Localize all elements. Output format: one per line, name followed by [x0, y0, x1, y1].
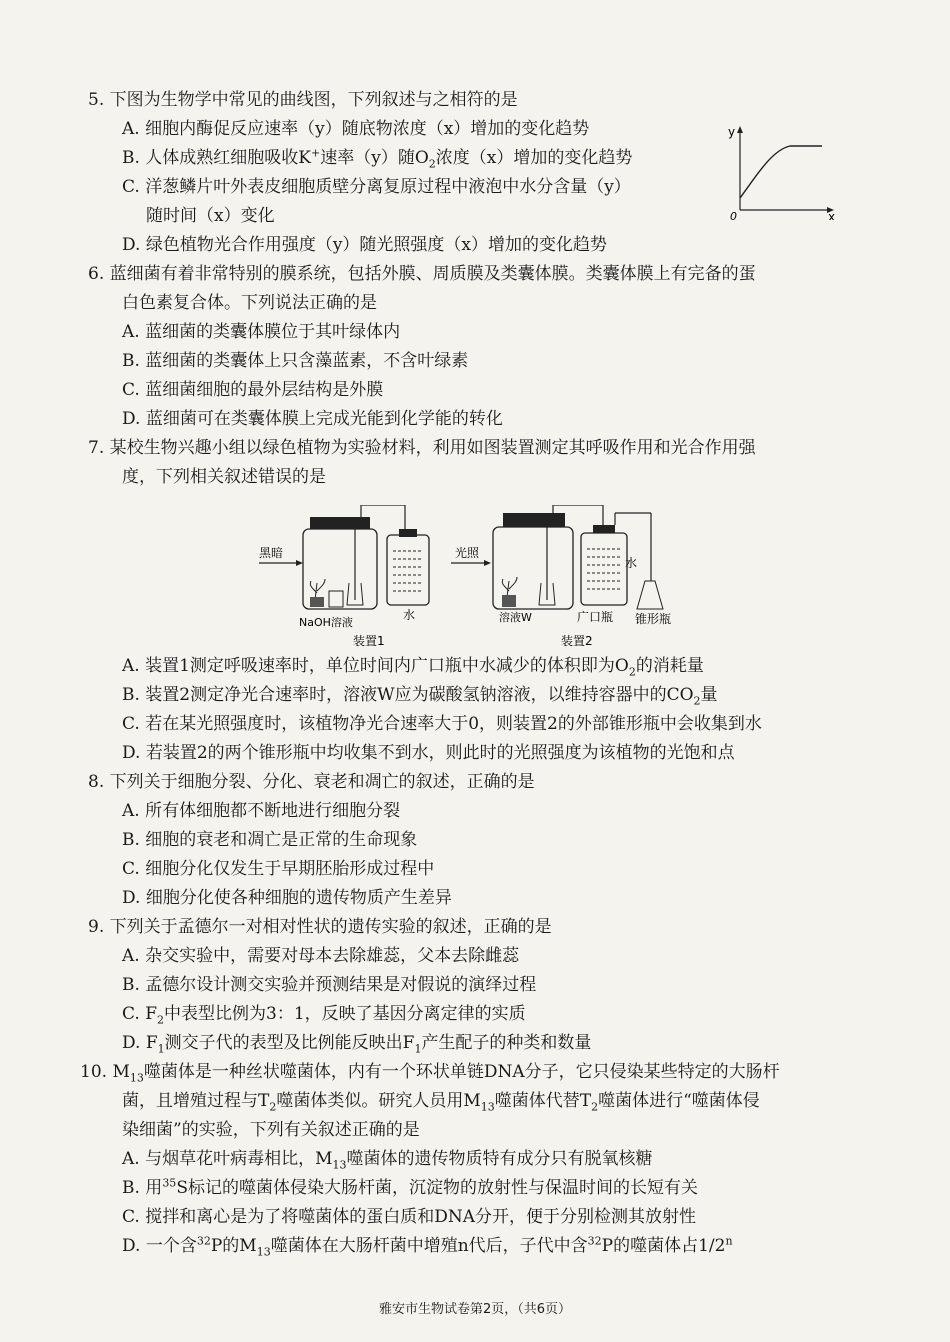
q5-option-c: C. 洋葱鳞片叶外表皮细胞质壁分离复原过程中液泡中水分含量（y）: [122, 177, 631, 197]
graph-x-label: x: [828, 210, 836, 220]
q10-option-d: D. 一个含$^{32}$P的$M_{13}$噬菌体在大肠杆菌中增殖n代后，子代中含$^{32}$P的噬菌体占1/2$^n$: [122, 1234, 733, 1259]
q10-option-a: A. 与烟草花叶病毒相比，$M_{13}$噬菌体的遗传物质特有成分只有脱氧核糖: [122, 1149, 653, 1172]
graph-y-label: y: [728, 125, 736, 139]
label-solution-w: 溶液W: [499, 611, 532, 624]
label-naoh: NaOH溶液: [299, 616, 353, 629]
q6-option-c: C. 蓝细菌细胞的最外层结构是外膜: [122, 380, 384, 400]
label-device-1: 装置1: [353, 634, 385, 648]
q9-option-c: C. $F_2$中表型比例为3：1，反映了基因分离定律的实质: [122, 1004, 526, 1027]
q10-stem: 10. $M_{13}$噬菌体是一种丝状噬菌体，内有一个环状单链DNA分子，它只侵染某些特定的大肠杆: [80, 1062, 780, 1085]
q7-option-a: A. 装置1测定呼吸速率时，单位时间内广口瓶中水减少的体积即为$O_2$的消耗量: [122, 656, 704, 679]
q8-option-b: B. 细胞的衰老和凋亡是正常的生命现象: [122, 830, 418, 850]
q10-stem-cont-2: 染细菌”的实验，下列有关叙述正确的是: [122, 1120, 420, 1140]
q5-curve-graph: [722, 120, 842, 220]
label-water-2: 水: [625, 556, 638, 570]
q6-option-a: A. 蓝细菌的类囊体膜位于其叶绿体内: [122, 322, 401, 342]
device-2: [451, 505, 671, 648]
label-water-1: 水: [403, 608, 416, 622]
page-footer: 雅安市生物试卷第2页，（共6页）: [378, 1302, 572, 1317]
q9-option-a: A. 杂交实验中，需要对母本去除雄蕊，父本去除雌蕊: [122, 946, 520, 966]
q8-option-a: A. 所有体细胞都不断地进行细胞分裂: [122, 801, 401, 821]
q7-stem-cont: 度，下列相关叙述错误的是: [122, 467, 326, 487]
q7-option-c: C. 若在某光照强度时，该植物净光合速率大于0，则装置2的外部锥形瓶中会收集到水: [122, 714, 762, 734]
q9-option-b: B. 孟德尔设计测交实验并预测结果是对假说的演绎过程: [122, 975, 537, 995]
graph-origin-label: 0: [730, 210, 737, 220]
q8-option-d: D. 细胞分化使各种细胞的遗传物质产生差异: [122, 888, 452, 908]
q7-apparatus-figure: [255, 505, 675, 650]
q5-option-b: B. 人体成熟红细胞吸收K+速率（y）随$O_2$浓度（x）增加的变化趋势: [122, 146, 633, 171]
label-device-2: 装置2: [561, 634, 593, 648]
q6-stem-cont: 白色素复合体。下列说法正确的是: [122, 293, 377, 313]
q5-option-a: A. 细胞内酶促反应速率（y）随底物浓度（x）增加的变化趋势: [122, 119, 590, 139]
label-light: 光照: [455, 546, 480, 560]
q7-option-b: B. 装置2测定净光合速率时，溶液W应为碳酸氢钠溶液，以维持容器中的$CO_2$量: [122, 685, 718, 708]
q9-stem: 9. 下列关于孟德尔一对相对性状的遗传实验的叙述，正确的是: [88, 917, 552, 937]
q10-option-c: C. 搅拌和离心是为了将噬菌体的蛋白质和DNA分开，便于分别检测其放射性: [122, 1207, 696, 1227]
q9-option-d: D. $F_1$测交子代的表型及比例能反映出$F_1$产生配子的种类和数量: [122, 1033, 592, 1056]
q7-stem: 7. 某校生物兴趣小组以绿色植物为实验材料，利用如图装置测定其呼吸作用和光合作用强: [88, 438, 756, 458]
label-dark: 黑暗: [259, 546, 284, 560]
q6-option-b: B. 蓝细菌的类囊体上只含藻蓝素，不含叶绿素: [122, 351, 469, 371]
label-zhuixing: 锥形瓶: [635, 612, 672, 626]
q5-stem: 5. 下图为生物学中常见的曲线图，下列叙述与之相符的是: [88, 90, 518, 110]
q7-option-d: D. 若装置2的两个锥形瓶中均收集不到水，则此时的光照强度为该植物的光饱和点: [122, 743, 735, 763]
q8-option-c: C. 细胞分化仅发生于早期胚胎形成过程中: [122, 859, 435, 879]
q5-option-c-cont: 随时间（x）变化: [146, 206, 275, 226]
device-1: [259, 505, 429, 648]
label-guangkou: 广口瓶: [577, 610, 614, 624]
q8-stem: 8. 下列关于细胞分裂、分化、衰老和凋亡的叙述，正确的是: [88, 772, 535, 792]
q6-stem: 6. 蓝细菌有着非常特别的膜系统，包括外膜、周质膜及类囊体膜。类囊体膜上有完备的蛋: [88, 264, 756, 284]
q5-option-d: D. 绿色植物光合作用强度（y）随光照强度（x）增加的变化趋势: [122, 235, 608, 255]
q10-stem-cont-1: 菌，且增殖过程与$T_2$噬菌体类似。研究人员用$M_{13}$噬菌体代替$T_2$噬菌体进行“噬菌体侵: [122, 1091, 760, 1114]
q10-option-b: B. 用$^{35}$S标记的噬菌体侵染大肠杆菌，沉淀物的放射性与保温时间的长短有关: [122, 1176, 698, 1198]
q6-option-d: D. 蓝细菌可在类囊体膜上完成光能到化学能的转化: [122, 409, 503, 429]
